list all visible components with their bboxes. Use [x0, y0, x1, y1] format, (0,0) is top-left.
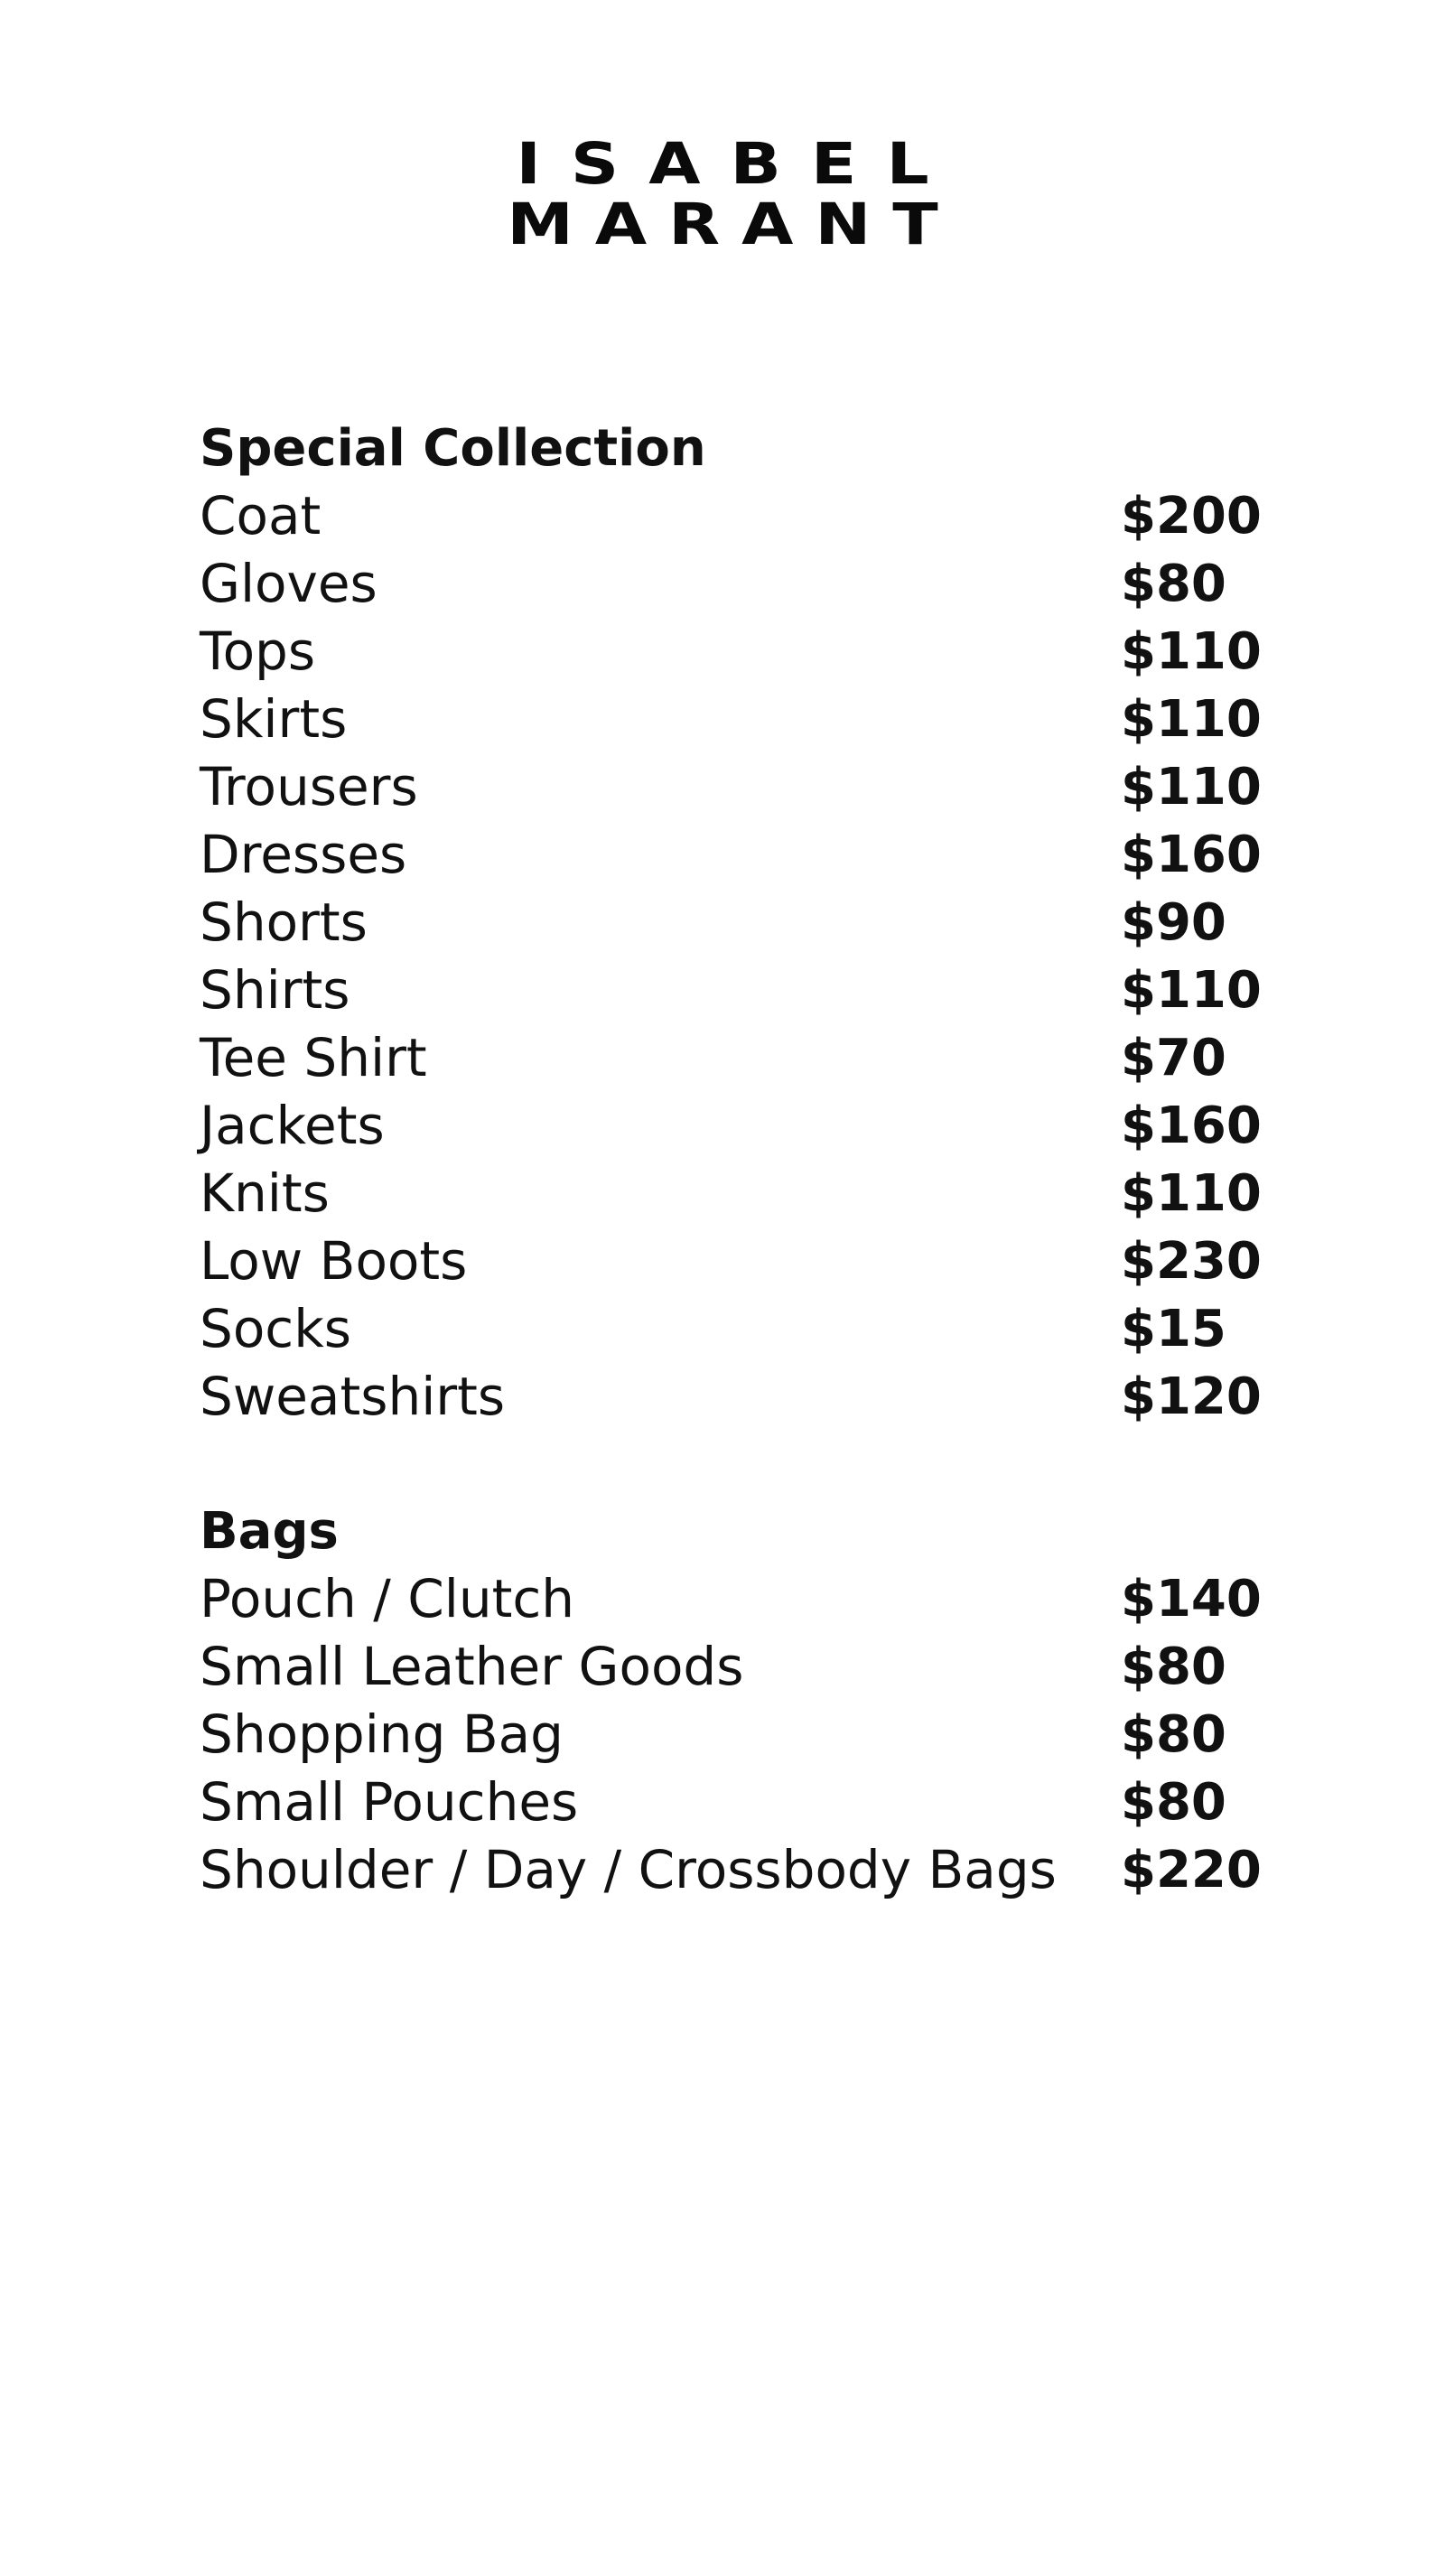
- item-price: $80: [1121, 555, 1226, 613]
- item-name: Skirts: [200, 688, 348, 750]
- item-name: Shirts: [200, 959, 350, 1021]
- price-row: [200, 889, 1265, 957]
- item-price: $220: [1121, 1841, 1262, 1899]
- item-name: Pouch / Clutch: [200, 1568, 574, 1629]
- price-row: [200, 1024, 1265, 1092]
- price-row: [200, 550, 1265, 618]
- price-row: [200, 1160, 1265, 1227]
- item-name: Shorts: [200, 891, 368, 953]
- item-price: $120: [1121, 1367, 1262, 1426]
- item-name: Tops: [200, 621, 316, 682]
- item-price: $110: [1121, 690, 1262, 749]
- item-name: Small Pouches: [200, 1771, 579, 1833]
- price-row: [200, 1769, 1265, 1836]
- section-title: Bags: [200, 1502, 339, 1561]
- item-price: $110: [1121, 961, 1262, 1020]
- price-row: [200, 1092, 1265, 1160]
- item-price: $70: [1121, 1029, 1226, 1087]
- price-row: [200, 1701, 1265, 1769]
- item-price: $110: [1121, 622, 1262, 681]
- price-row: [200, 1633, 1265, 1701]
- item-price: $15: [1121, 1300, 1226, 1358]
- item-price: $140: [1121, 1570, 1262, 1629]
- item-price: $80: [1121, 1705, 1226, 1764]
- price-row: [200, 686, 1265, 753]
- brand-logo-line-1: ISABEL: [516, 130, 959, 198]
- item-name: Low Boots: [200, 1230, 468, 1292]
- section-title: Special Collection: [200, 419, 706, 478]
- item-name: Socks: [200, 1298, 351, 1359]
- item-name: Sweatshirts: [200, 1366, 506, 1427]
- section-special-collection: [200, 415, 1265, 1431]
- price-row: [200, 618, 1265, 686]
- item-price: $110: [1121, 1164, 1262, 1223]
- item-name: Tee Shirt: [200, 1027, 427, 1088]
- item-name: Coat: [200, 485, 322, 546]
- price-row: [200, 1295, 1265, 1363]
- price-row: [200, 1565, 1265, 1633]
- item-name: Small Leather Goods: [200, 1636, 744, 1697]
- price-row: [200, 1363, 1265, 1431]
- price-row: [200, 482, 1265, 550]
- item-name: Knits: [200, 1162, 330, 1224]
- price-row: [200, 1836, 1265, 1904]
- item-name: Jackets: [200, 1095, 385, 1156]
- price-row: [200, 821, 1265, 889]
- item-price: $200: [1121, 487, 1262, 546]
- item-name: Shoulder / Day / Crossbody Bags: [200, 1839, 1057, 1900]
- price-list: [200, 415, 1265, 1904]
- item-name: Gloves: [200, 553, 378, 614]
- price-row: [200, 957, 1265, 1024]
- item-price: $80: [1121, 1638, 1226, 1696]
- item-price: $90: [1121, 893, 1226, 952]
- item-price: $110: [1121, 758, 1262, 817]
- price-row: [200, 1227, 1265, 1295]
- item-price: $160: [1121, 826, 1262, 884]
- section-bags: [200, 1498, 1265, 1904]
- item-name: Trousers: [200, 756, 418, 817]
- price-row: [200, 753, 1265, 821]
- brand-logo: [0, 130, 1445, 258]
- item-price: $160: [1121, 1097, 1262, 1155]
- item-name: Dresses: [200, 824, 407, 885]
- item-price: $80: [1121, 1773, 1226, 1832]
- item-price: $230: [1121, 1232, 1262, 1291]
- item-name: Shopping Bag: [200, 1703, 564, 1765]
- brand-logo-line-2: MARANT: [507, 191, 960, 258]
